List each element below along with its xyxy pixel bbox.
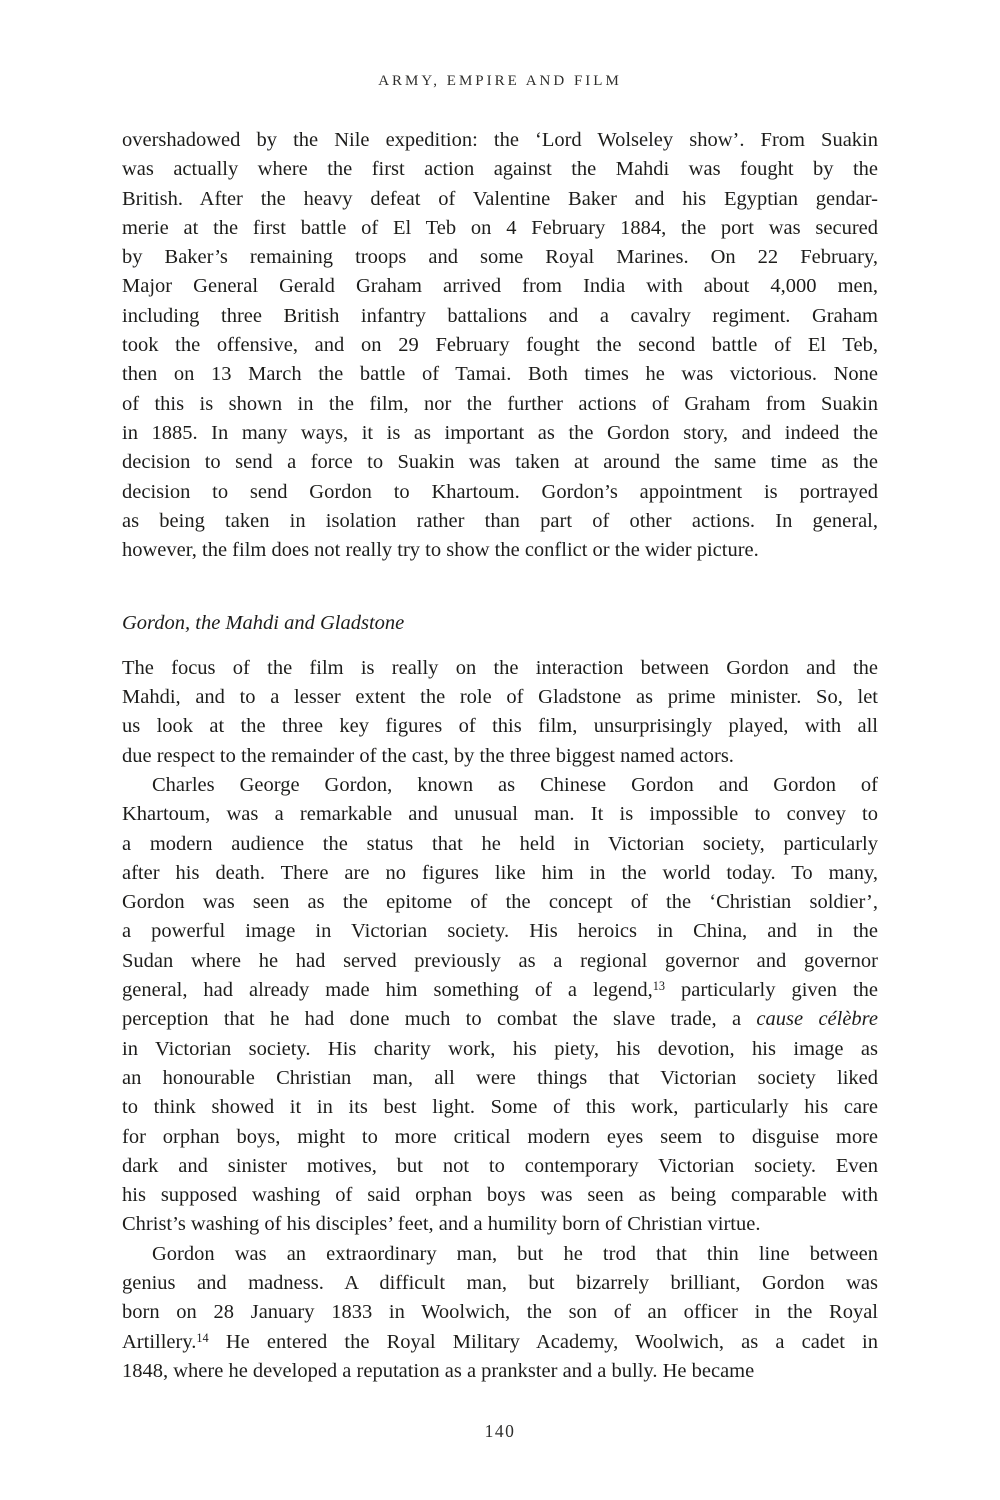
text-line: Mahdi, and to a lesser extent the role of Gladstone as prime minister. So, let [122,686,878,709]
text-line: Gordon was seen as the epitome of the concept of the ‘Christian soldier’, [122,891,878,914]
text-line: of this is shown in the film, nor the further actions of Graham from Suakin [122,392,878,415]
text-line: Major General Gerald Graham arrived from India with about 4,000 men, [122,275,878,298]
text-line: dark and sinister motives, but not to contemporary Victorian society. Even [122,1154,878,1177]
text-line: 1848, where he developed a reputation as a prankster and a bully. He became [122,1359,755,1382]
text-line: a modern audience the status that he held in Victorian society, particularly [122,832,878,855]
article-body [122,126,878,1386]
text-line: as being taken in isolation rather than part of other actions. In general, [122,509,878,532]
text-line: decision to send Gordon to Khartoum. Gordon’s appointment is portrayed [122,480,878,503]
text-line: to think showed it in its best light. Some of this work, particularly his care [122,1096,878,1119]
text-line: overshadowed by the Nile expedition: the ‘Lord Wolseley show’. From Suakin [122,129,878,151]
footnote-ref: 13 [652,979,666,994]
text-line: after his death. There are no figures like him in the world today. To many, [122,861,878,884]
running-header: ARMY, EMPIRE AND FILM [378,73,622,89]
text-line: Artillery.$^{14}$ He entered the Royal Military Academy, Woolwich, as a cadet in [122,1330,878,1353]
text-line: including three British infantry battalions and a cavalry regiment. Graham [122,304,878,327]
footnote-ref: 14 [196,1331,209,1346]
text-line: a powerful image in Victorian society. His heroics in China, and in the [122,920,878,943]
text-line: general, had already made him something of a legend,$^{13}$ particularly given the [122,979,878,1002]
text-line: British. After the heavy defeat of Valentine Baker and his Egyptian gendar- [122,187,878,210]
text-line: genius and madness. A difficult man, but bizarrely brilliant, Gordon was [122,1271,878,1294]
paragraph [122,771,878,1240]
text-line: his supposed washing of said orphan boys was seen as being comparable with [122,1184,878,1207]
page-number: 140 [484,1421,516,1441]
text-line: due respect to the remainder of the cast, by the three biggest named actors. [122,744,734,767]
text-line: Charles George Gordon, known as Chinese Gordon and Gordon of [152,773,878,796]
paragraph [122,1240,878,1386]
text-line: an honourable Christian man, all were things that Victorian society liked [122,1066,878,1089]
text-line: decision to send a force to Suakin was taken at around the same time as the [122,451,878,474]
text-line: then on 13 March the battle of Tamai. Both times he was victorious. None [122,363,878,386]
paragraph [122,654,878,771]
text-line: in Victorian society. His charity work, his piety, his devotion, his image as [122,1037,878,1060]
text-line: Khartoum, was a remarkable and unusual man. It is impossible to convey to [122,803,878,826]
text-line: was actually where the first action against the Mahdi was fought by the [122,158,878,181]
paragraph [122,126,878,565]
italic-text: cause célèbre [756,1008,879,1031]
text-line: took the offensive, and on 29 February fought the second battle of El Teb, [122,334,878,357]
text-line: Gordon was an extraordinary man, but he trod that thin line between [152,1242,878,1265]
text-line: merie at the first battle of El Teb on 4 February 1884, the port was secured [122,216,878,239]
text-line: however, the film does not really try to show the conflict or the wider picture. [122,539,759,562]
text-line: in 1885. In many ways, it is as important as the Gordon story, and indeed the [122,421,878,444]
section-heading: Gordon, the Mahdi and Gladstone [122,612,405,635]
text-line: for orphan boys, might to more critical modern eyes seem to disguise more [122,1125,878,1148]
text-line: by Baker’s remaining troops and some Royal Marines. On 22 February, [122,246,878,269]
text-line: us look at the three key figures of this film, unsurprisingly played, with all [122,715,878,738]
text-line: perception that he had done much to combat the slave trade, a cause célèbre [122,1008,879,1031]
text-line: born on 28 January 1833 in Woolwich, the son of an officer in the Royal [122,1301,878,1324]
text-line: Christ’s washing of his disciples’ feet, and a humility born of Christian virtue. [122,1213,761,1236]
text-line: Sudan where he had served previously as a regional governor and governor [122,949,878,972]
text-line: The focus of the film is really on the interaction between Gordon and the [122,656,878,679]
